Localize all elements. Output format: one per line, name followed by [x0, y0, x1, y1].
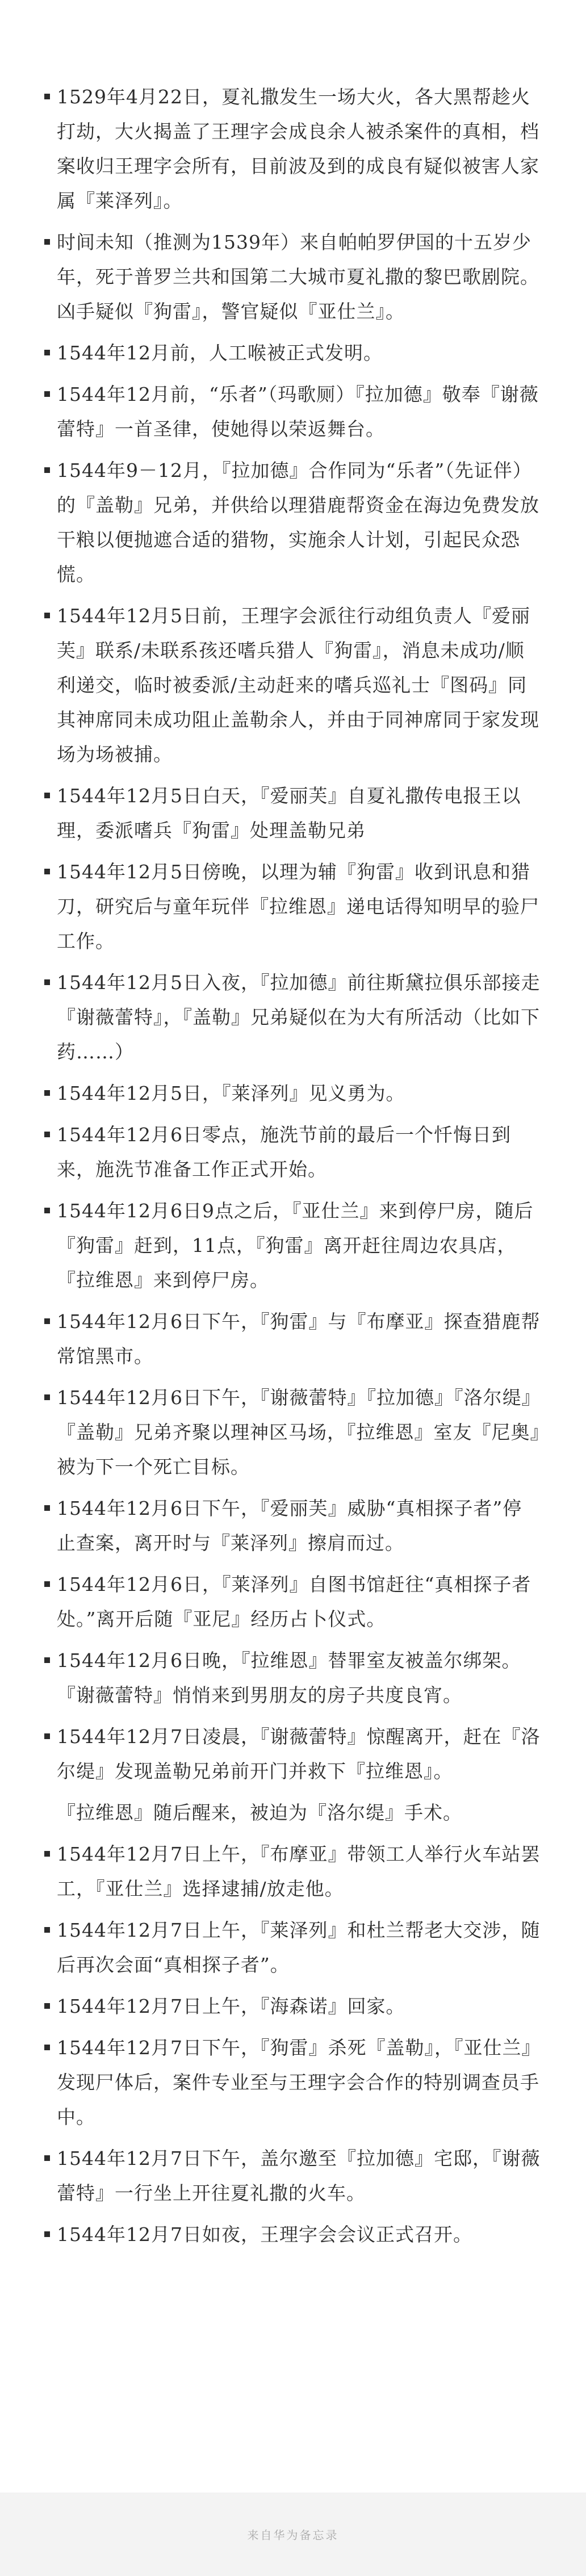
timeline-entry [44, 453, 541, 592]
entry-text: 1544年12月6日，『莱泽列』自图书馆赶往“真相探子者处。”离开后随『亚尼』经历占卜仪式。 [57, 1573, 531, 1630]
entry-text: 1544年12月6日下午，『爱丽芙』威胁“真相探子者”停止查案，离开时与『莱泽列』擦肩而过。 [57, 1497, 522, 1554]
timeline-entry [44, 2217, 541, 2252]
entry-text: 1544年12月5日前，王理字会派往行动组负责人『爱丽芙』联系/未联系孩还嗜兵猎人『狗雷』，消息未成功/顺利递交，临时被委派/主动赶来的嗜兵巡礼士『图码』同其神席同未成功阻止盖勒余人，并由于同神席同于家发现场为场被捕。 [57, 605, 539, 765]
bullet-icon [44, 391, 50, 397]
timeline-entry [44, 1304, 541, 1373]
timeline-entry [44, 1795, 541, 1830]
entry-text: 1544年12月前，“乐者”（玛歌厕）『拉加德』敬奉『谢薇蕾特』一首圣律，使她得以荣返舞台。 [57, 383, 539, 440]
bullet-icon [44, 869, 50, 874]
timeline-entry [44, 1380, 541, 1484]
timeline-entry [44, 79, 541, 218]
bullet-icon [44, 1581, 50, 1587]
timeline-entry [44, 1913, 541, 1982]
entry-text: 1529年4月22日，夏礼撒发生一场大火，各大黑帮趁火打劫，大火揭盖了王理字会成良余人被杀案件的真相，档案收归王理字会所有，目前波及到的成良有疑似被害人家属『莱泽列』。 [57, 86, 539, 212]
timeline-entry [44, 225, 541, 329]
entry-text: 1544年12月5日傍晚，以理为辅『狗雷』收到讯息和猎刀，研究后与童年玩伴『拉维恩』递电话得知明早的验尸工作。 [57, 861, 539, 952]
timeline-entry [44, 1076, 541, 1111]
entry-text: 1544年12月6日晚，『拉维恩』替罪室友被盖尔绑架。『谢薇蕾特』悄悄来到男朋友的房子共度良宵。 [57, 1649, 521, 1706]
bullet-icon [44, 94, 50, 99]
entry-text: 1544年12月7日上午，『海森诺』回家。 [57, 1995, 405, 2017]
entry-text: 1544年12月前，人工喉被正式发明。 [57, 342, 383, 364]
bullet-icon [44, 1318, 50, 1324]
bullet-icon [44, 1851, 50, 1857]
entry-text: 1544年12月6日零点，施洗节前的最后一个忏悔日到来，施洗节准备工作正式开始。 [57, 1124, 511, 1180]
timeline-entry [44, 1719, 541, 1788]
bullet-icon [44, 1505, 50, 1511]
bullet-icon [44, 1208, 50, 1213]
entry-text: 1544年12月6日9点之后，『亚仕兰』来到停尸房，随后『狗雷』赶到，11点，『狗雷』离开赶往周边农具店，『拉维恩』来到停尸房。 [57, 1200, 534, 1291]
bullet-icon [44, 350, 50, 355]
entry-text: 1544年12月7日凌晨，『谢薇蕾特』惊醒离开，赶在『洛尔缇』发现盖勒兄弟前开门并救下『拉维恩』。 [57, 1725, 541, 1782]
bullet-icon [44, 1733, 50, 1739]
bullet-icon [44, 613, 50, 618]
entry-text: 『拉维恩』随后醒来，被迫为『洛尔缇』手术。 [57, 1802, 462, 1824]
bullet-icon [44, 2003, 50, 2009]
entry-text: 1544年12月7日下午，『狗雷』杀死『盖勒』，『亚仕兰』发现尸体后，案件专业至与王理字会合作的特别调查员手中。 [57, 2037, 539, 2128]
footer-source-label: 来自华为备忘录 [247, 2528, 339, 2542]
timeline-entry [44, 1837, 541, 1906]
timeline-entry [44, 1989, 541, 2024]
bullet-icon [44, 1657, 50, 1663]
timeline-entry [44, 778, 541, 848]
timeline-entry [44, 1643, 541, 1712]
memo-footer [0, 2493, 586, 2576]
entry-text: 1544年12月5日白天，『爱丽芙』自夏礼撒传电报王以理，委派嗜兵『狗雷』处理盖勒兄弟 [57, 785, 521, 841]
bullet-icon [44, 2155, 50, 2161]
entry-text: 1544年9－12月，『拉加德』合作同为“乐者”（先证伴）的『盖勒』兄弟，并供给以理猎鹿帮资金在海边免费发放干粮以便抛遮合适的猎物，实施余人计划，引起民众恐慌。 [57, 459, 539, 585]
bullet-icon [44, 467, 50, 473]
entry-text: 1544年12月7日下午，盖尔邀至『拉加德』宅邸，『谢薇蕾特』一行坐上开往夏礼撒的火车。 [57, 2147, 541, 2204]
timeline-entry [44, 2030, 541, 2134]
bullet-icon [44, 1927, 50, 1933]
entry-text: 1544年12月6日下午，『狗雷』与『布摩亚』探查猎鹿帮常馆黑市。 [57, 1310, 541, 1367]
entry-text: 1544年12月7日上午，『莱泽列』和杜兰帮老大交涉，随后再次会面“真相探子者”。 [57, 1919, 541, 1976]
bullet-icon [44, 1132, 50, 1137]
timeline-entry [44, 598, 541, 772]
bullet-icon [44, 239, 50, 245]
timeline-entry [44, 377, 541, 446]
entry-text: 1544年12月5日入夜，『拉加德』前往斯黛拉俱乐部接走『谢薇蕾特』，『盖勒』兄弟疑似在为大有所活动（比如下药……） [57, 971, 541, 1063]
bullet-icon [44, 979, 50, 985]
timeline-entry [44, 965, 541, 1069]
timeline-entry [44, 1567, 541, 1636]
timeline-entry [44, 2141, 541, 2210]
entry-text: 1544年12月7日上午，『布摩亚』带领工人举行火车站罢工，『亚仕兰』选择逮捕/放走他。 [57, 1843, 541, 1900]
bullet-icon [44, 1090, 50, 1096]
timeline-entry [44, 1193, 541, 1297]
timeline-entry [44, 1491, 541, 1560]
bullet-icon [44, 2045, 50, 2050]
entry-text: 时间未知（推测为1539年）来自帕帕罗伊国的十五岁少年，死于普罗兰共和国第二大城市夏礼撒的黎巴歌剧院。凶手疑似『狗雷』，警官疑似『亚仕兰』。 [57, 231, 539, 322]
bullet-icon [44, 793, 50, 798]
entry-text: 1544年12月6日下午，『谢薇蕾特』『拉加德』『洛尔缇』『盖勒』兄弟齐聚以理神区马场，『拉维恩』室友『尼奥』被为下一个死亡目标。 [57, 1387, 540, 1478]
bullet-icon [44, 1394, 50, 1400]
entry-text: 1544年12月7日如夜，王理字会会议正式召开。 [57, 2223, 472, 2246]
entry-text: 1544年12月5日，『莱泽列』见义勇为。 [57, 1082, 405, 1104]
timeline-entry [44, 1117, 541, 1187]
timeline-entry [44, 336, 541, 370]
bullet-icon [44, 2231, 50, 2237]
timeline-entry [44, 855, 541, 958]
